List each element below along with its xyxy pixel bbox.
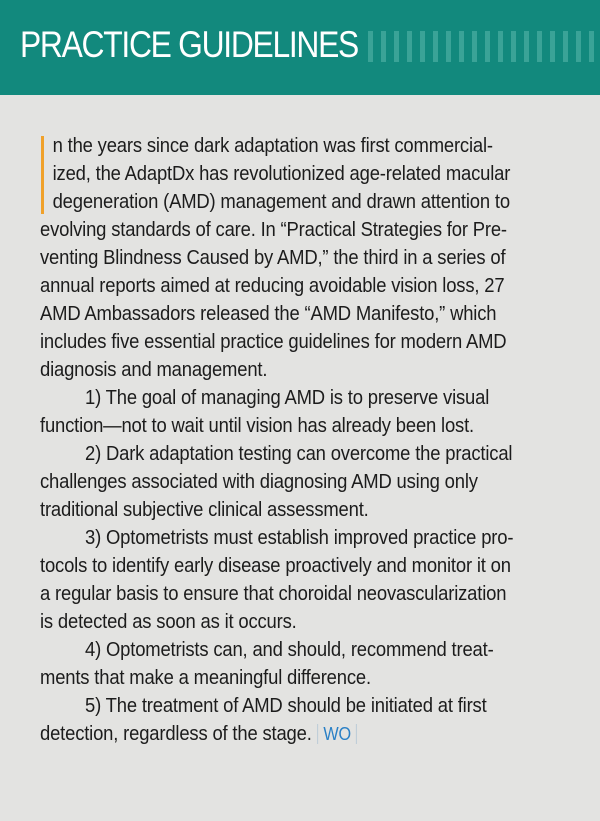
last-line — [40, 720, 533, 748]
text-line: 2) Dark adaptation testing can overcome the practical — [85, 442, 513, 465]
text-line: venting Blindness Caused by AMD,” the third in a series of — [40, 246, 506, 269]
decorative-stripes — [368, 31, 600, 62]
section-header — [0, 0, 600, 95]
text-line: a regular basis to ensure that choroidal neovascularization — [40, 582, 507, 605]
text-line: function—not to wait until vision has already been lost. — [40, 414, 475, 437]
text-line: n the years since dark adaptation was first commercial- — [52, 134, 493, 157]
text-line: detection, regardless of the stage. — [40, 722, 312, 745]
text-line: 5) The treatment of AMD should be initiated at first — [85, 694, 487, 717]
text-line: 4) Optometrists can, and should, recommend treat- — [85, 638, 494, 661]
text-line: includes five essential practice guidelines for modern AMD — [40, 330, 507, 353]
intro-paragraph — [40, 132, 588, 384]
text-line: 3) Optometrists must establish improved practice pro- — [85, 526, 514, 549]
text-line: evolving standards of care. In “Practical Strategies for Pre- — [40, 218, 507, 241]
text-line: 1) The goal of managing AMD is to preserve visual — [85, 386, 490, 409]
text-line: ized, the AdaptDx has revolutionized age-related macular — [52, 162, 511, 185]
article-body — [40, 132, 588, 748]
text-line: tocols to identify early disease proactively and monitor it on — [40, 554, 511, 577]
text-line: AMD Ambassadors released the “AMD Manifesto,” which — [40, 302, 497, 325]
text-line: is detected as soon as it occurs. — [40, 610, 297, 633]
page-title: PRACTICE GUIDELINES — [20, 24, 358, 65]
guideline-2 — [40, 440, 588, 524]
text-line: annual reports aimed at reducing avoidable vision loss, 27 — [40, 274, 505, 297]
guideline-1 — [40, 384, 588, 440]
signoff-mark: WO — [317, 724, 357, 744]
text-line: traditional subjective clinical assessment. — [40, 498, 369, 521]
guideline-4 — [40, 636, 588, 692]
guideline-3 — [40, 524, 588, 636]
text-line: degeneration (AMD) management and drawn attention to — [52, 190, 510, 213]
text-line: ments that make a meaningful difference. — [40, 666, 371, 689]
text-line: diagnosis and management. — [40, 358, 268, 381]
text-line: challenges associated with diagnosing AMD using only — [40, 470, 478, 493]
guideline-5 — [40, 692, 588, 748]
